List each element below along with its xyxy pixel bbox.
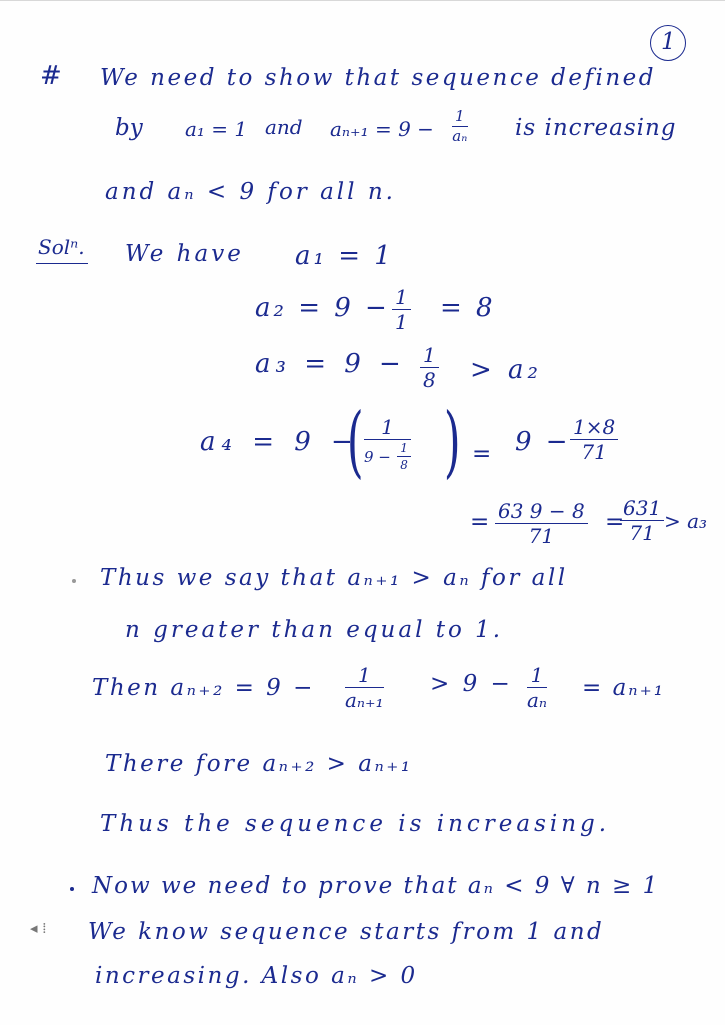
fraction-denominator: aₙ₊₁ xyxy=(345,688,384,712)
left-bracket: ( xyxy=(346,397,364,487)
solution-a2-fraction xyxy=(392,287,411,332)
induction-then-lhs: Then aₙ₊₂ = 9 − xyxy=(92,675,315,701)
fraction-denominator: 71 xyxy=(528,524,555,548)
solution-a4-outer-fraction xyxy=(364,417,411,471)
bound-know: We know sequence starts from 1 and xyxy=(88,919,605,945)
fraction-numerator: 1 xyxy=(527,665,547,688)
solution-a4-line2-rhs: > a₃ xyxy=(664,509,708,533)
statement-recurrence-lhs: aₙ₊₁ = 9 − xyxy=(330,117,434,141)
fraction-denominator xyxy=(364,440,411,471)
statement-line-3: and aₙ < 9 for all n. xyxy=(105,179,396,205)
solution-label-underline xyxy=(36,263,88,264)
induction-thus-say: Thus we say that aₙ₊₁ > aₙ for all xyxy=(100,565,568,591)
statement-line-1: We need to show that sequence defined xyxy=(100,65,656,91)
bullet-dot xyxy=(70,887,74,891)
fraction-denominator: 8 xyxy=(423,368,436,392)
induction-then-fraction2 xyxy=(527,665,547,710)
solution-a3-fraction xyxy=(420,345,439,390)
margin-dot xyxy=(72,579,76,583)
fraction-denominator: 1 xyxy=(395,310,408,334)
fraction-numerator: 63 9 − 8 xyxy=(495,501,588,524)
solution-label: Solⁿ. xyxy=(38,235,85,259)
solution-a4-line2-eq: = xyxy=(470,509,490,535)
solution-a2-lhs: a₂ = 9 − xyxy=(255,293,390,323)
fraction-denominator: 71 xyxy=(629,521,655,545)
statement-is-increasing: is increasing xyxy=(515,115,677,141)
fraction-numerator: 1 xyxy=(452,109,468,127)
solution-a4-line2-fraction xyxy=(495,501,588,546)
bound-now: Now we need to prove that aₙ < 9 ∀ n ≥ 1 xyxy=(92,873,660,899)
fraction-numerator: 631 xyxy=(620,498,664,521)
induction-thus-increasing: Thus the sequence is increasing. xyxy=(100,811,611,837)
fraction-numerator: 1 xyxy=(345,665,384,688)
solution-a4-line2-eq2: = xyxy=(605,509,625,535)
solution-we-have: We have xyxy=(125,241,244,267)
solution-a3-rhs: > a₂ xyxy=(470,355,542,385)
solution-a3-lhs: a₃ = 9 − xyxy=(255,349,406,379)
fraction-denominator: aₙ xyxy=(527,688,548,712)
statement-and: and xyxy=(265,115,303,139)
fraction-numerator: 1 xyxy=(420,345,439,368)
fraction-numerator: 1 xyxy=(364,417,411,440)
induction-therefore: There fore aₙ₊₂ > aₙ₊₁ xyxy=(105,751,413,777)
induction-then-rhs: = aₙ₊₁ xyxy=(582,675,665,701)
induction-then-mid: > 9 − xyxy=(430,671,513,697)
induction-greater: n greater than equal to 1. xyxy=(125,617,504,643)
page-number: 1 xyxy=(661,29,676,55)
solution-a4-inner-fraction xyxy=(397,442,411,471)
statement-a1-def: a₁ = 1 xyxy=(185,117,248,141)
fraction-denominator: 8 xyxy=(400,458,408,472)
bound-increasing: increasing. Also aₙ > 0 xyxy=(95,963,418,989)
fraction-denominator: aₙ xyxy=(452,127,468,145)
statement-by: by xyxy=(115,115,143,141)
statement-recurrence-fraction xyxy=(452,109,468,144)
induction-then-fraction1 xyxy=(345,665,384,710)
solution-a4-line2-fraction2 xyxy=(620,498,664,543)
solution-a2-rhs: = 8 xyxy=(440,293,496,323)
right-bracket: ) xyxy=(443,397,461,487)
inner-denominator-prefix: 9 − xyxy=(364,448,391,466)
solution-a4-lhs: a₄ = 9 − xyxy=(200,427,359,457)
fraction-denominator: 71 xyxy=(581,440,607,464)
fraction-numerator: 1 xyxy=(397,442,411,457)
solution-a4-simplified-fraction xyxy=(570,417,618,462)
margin-mark: ◂ ⁞ xyxy=(30,919,47,937)
hash-mark: # xyxy=(40,61,62,91)
solution-a4-eq: = xyxy=(472,441,492,467)
fraction-numerator: 1 xyxy=(392,287,411,310)
fraction-numerator: 1×8 xyxy=(570,417,618,440)
solution-a1: a₁ = 1 xyxy=(295,241,394,271)
solution-a4-mid: 9 − xyxy=(515,427,571,457)
